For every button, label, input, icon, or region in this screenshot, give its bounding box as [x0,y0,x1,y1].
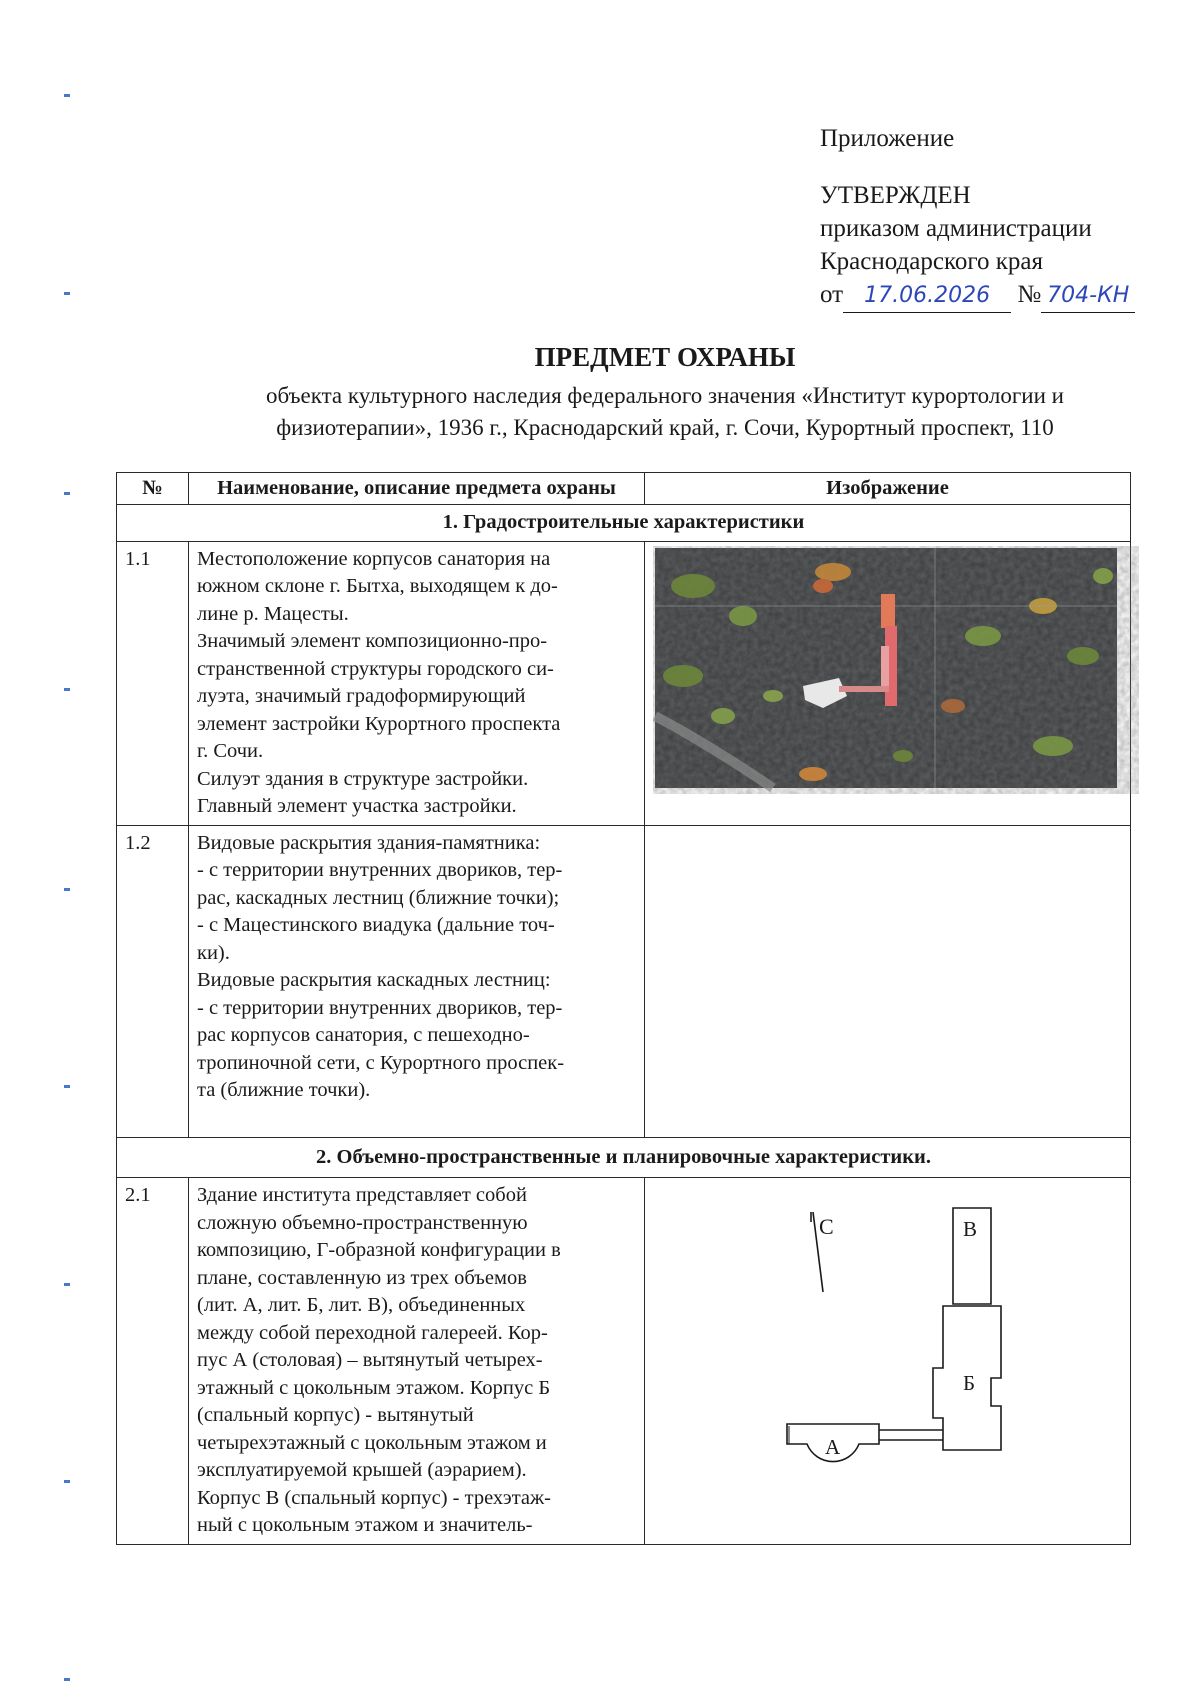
header-name: Наименование, описание предмета охраны [189,473,645,505]
scan-mark [64,888,70,891]
subtitle-line: физиотерапии», 1936 г., Краснодарский край, г. Сочи, Курортный проспект, 110 [276,415,1054,440]
label-a: А [825,1435,841,1459]
protection-table [116,472,1131,1545]
row-description: Видовые раскрытия здания-памятника: - с территории внутренних двориков, тер- рас, каскадных лестниц (ближние точки); - с Мацестинского виадука (дальние точ- ки). Видовые раскрытия каскадных лестниц: - с территории внутренних двориков, тер- рас корпусов санатория, с пешеходно- тропиночной сети, с Курортного проспек- та (ближние точки). [189,825,645,1137]
section-1-title: 1. Градостроительные характеристики [117,505,1131,542]
scan-mark [64,1480,70,1483]
row-number: 2.1 [117,1178,189,1545]
appendix-label: Приложение [820,125,955,152]
order-line-1: приказом администрации [820,215,1092,242]
section-row [117,1137,1131,1178]
aerial-photo-cell [645,541,1131,825]
scan-mark [64,1678,70,1681]
approved-label: УТВЕРЖДЕН [820,182,971,209]
empty-image-cell [645,825,1131,1137]
document-title: ПРЕДМЕТ ОХРАНЫ [534,342,796,372]
header-image: Изображение [645,473,1131,505]
scan-mark [64,688,70,691]
subtitle-line: объекта культурного наследия федерального значения «Институт курортологии и [266,383,1064,408]
row-description: Здание института представляет собой сложную объемно-пространственную композицию, Г-образной конфигурации в плане, составленную из трех объемов (лит. А, лит. Б, лит. В), объединенных между собой переходной галереей. Кор- пус А (столовая) – вытянутый четырех- этажный с цокольным этажом. Корпус Б (спальный корпус) - вытянутый четырехэтажный с цокольным этажом и эксплуатируемой крышей (аэрарием). Корпус В (спальный корпус) - трехэтаж- ный с цокольным этажом и значитель- [189,1178,645,1545]
table-row [117,1178,1131,1545]
section-2-title: 2. Объемно-пространственные и планировочные характеристики. [117,1137,1131,1178]
row-number: 1.2 [117,825,189,1137]
document-subtitle [150,380,1180,444]
gallery-outline [879,1430,943,1440]
scan-mark [64,492,70,495]
row-description: Местоположение корпусов санатория на южном склоне г. Бытха, выходящем к до- лине р. Мацесты. Значимый элемент композиционно-про- странственной структуры городского си- луэта, значимый градоформирующий элемент застройки Курортного проспекта г. Сочи. Силуэт здания в структуре застройки. Главный элемент участка застройки. [189,541,645,825]
row-number: 1.1 [117,541,189,825]
date-prefix: от [820,281,844,308]
order-number: 704-КН [1047,283,1130,308]
approval-header [820,122,1135,313]
floor-plan [653,1182,1139,1522]
floor-plan-cell [645,1178,1131,1545]
table-header-row [117,473,1131,505]
header-num: № [117,473,189,505]
label-b: Б [963,1371,976,1395]
order-date: 17.06.2026 [864,283,991,308]
scan-mark [64,292,70,295]
scan-mark [64,1283,70,1286]
number-prefix: № [1017,281,1042,308]
scan-mark [64,94,70,97]
scan-mark [64,1085,70,1088]
section-row [117,505,1131,542]
north-label: С [819,1214,834,1239]
label-v: В [963,1217,978,1241]
table-row [117,825,1131,1137]
order-line-2: Краснодарского края [820,248,1043,275]
order-date-line [820,278,1135,313]
table-row [117,541,1131,825]
aerial-photo [653,546,1139,794]
